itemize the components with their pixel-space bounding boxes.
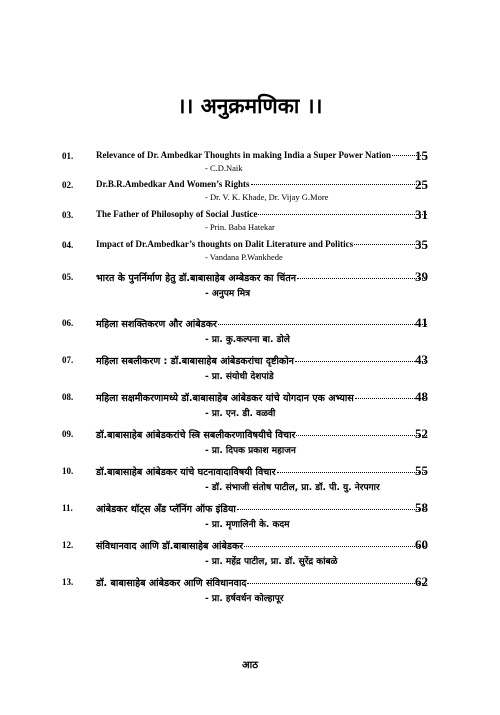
entry-author: - Prin. Baba Hatekar (205, 222, 275, 232)
entry-page: 55 (415, 463, 428, 478)
entry-author: - C.D.Naik (205, 163, 243, 173)
entry-number: 12. (62, 540, 74, 550)
page-title: ।। अनुक्रमणिका ।। (177, 94, 323, 118)
entry-number: 05. (62, 272, 74, 282)
entry-author: - प्रा. महेंद्र पाटील, प्रा. डॉ. सुरेंद्र कांबळे (205, 557, 338, 567)
leader-dots (244, 546, 427, 547)
entry-title: डॉ.बाबासाहेब आंबेडकर यांचे घटनावादाविषयी विचार (96, 467, 276, 478)
entry-title: डॉ.बाबासाहेब आंबेडकरांचे स्त्रि सबलीकरणाविषयीचे विचार (96, 430, 296, 441)
entry-page: 31 (415, 207, 428, 222)
entry-author: - Dr. V. K. Khade, Dr. Vijay G.More (205, 192, 329, 202)
leader-dots (247, 583, 427, 584)
entry-author: - प्रा. हर्षवर्धन कोल्हापूर (205, 594, 284, 604)
entry-page: 25 (415, 177, 428, 192)
entry-number: 03. (62, 210, 74, 220)
entry-number: 08. (62, 392, 74, 402)
entry-title: Dr.B.R.Ambedkar And Women’s Rights (96, 179, 250, 189)
entry-author: - डॉ. संभाजी संतोष पाटील, प्रा. डॉ. पी. यु. नेरपगार (205, 483, 380, 493)
leader-dots (296, 435, 427, 436)
leader-dots (295, 361, 427, 362)
entry-number: 09. (62, 429, 74, 439)
entry-author: - प्रा. एन. डी. वळवी (205, 409, 276, 419)
entry-title: Relevance of Dr. Ambedkar Thoughts in making India a Super Power Nation (96, 150, 392, 160)
entry-page: 39 (415, 269, 428, 284)
leader-dots (277, 472, 427, 473)
entry-page: 48 (415, 389, 428, 404)
entry-title: आंबेडकर थॉट्स अँड प्लॅनिंग ऑफ इंडिया (96, 504, 236, 515)
leader-dots (258, 214, 427, 215)
entry-author: - प्रा. दिपक प्रकाश महाजन (205, 446, 296, 456)
entry-title: महिला सक्षमीकरणामध्ये डॉ.बाबासाहेब आंबेडकर यांचे योगदान एक अभ्यास (96, 393, 354, 404)
entry-number: 07. (62, 355, 74, 365)
entry-title: Impact of Dr.Ambedkar’s thoughts on Dalit Literature and Politics (96, 239, 354, 249)
entry-number: 10. (62, 466, 74, 476)
entry-page: 62 (415, 574, 428, 589)
entry-page: 35 (415, 237, 428, 252)
entry-number: 11. (62, 503, 73, 513)
leader-dots (297, 278, 427, 279)
leader-dots (237, 509, 427, 510)
entry-number: 13. (62, 577, 74, 587)
entry-author: - प्रा. संयोधी देशपांडे (205, 372, 274, 382)
entry-title: डॉ. बाबासाहेब आंबेडकर आणि संविधानवाद (96, 578, 247, 589)
entry-title: संविधानवाद आणि डॉ.बाबासाहेब आंबेडकर (96, 541, 244, 552)
leader-dots (251, 184, 427, 185)
entry-number: 04. (62, 240, 74, 250)
entry-author: - Vandana P.Wankhede (205, 252, 283, 262)
entry-page: 15 (415, 148, 428, 163)
leader-dots (218, 324, 427, 325)
entry-number: 01. (62, 151, 74, 161)
entry-page: 41 (415, 315, 428, 330)
entry-page: 43 (415, 352, 428, 367)
entry-number: 06. (62, 318, 74, 328)
entry-title: महिला सबलीकरण : डॉ.बाबासाहेब आंबेडकरांचा दृष्टीकोन (96, 356, 294, 367)
entry-author: - अनुपम मित्र (205, 289, 251, 299)
entry-page: 60 (415, 537, 428, 552)
entry-title: महिला सशक्तिकरण और आंबेडकर (96, 319, 217, 330)
entry-title: भारत के पुनर्निर्माण हेतु डॉ.बाबासाहेब अम्बेडकर का चिंतन (96, 273, 297, 284)
entry-page: 52 (415, 426, 428, 441)
entry-title: The Father of Philosophy of Social Justice (96, 209, 258, 219)
page-footer-number: आठ (241, 660, 259, 671)
entry-number: 02. (62, 180, 74, 190)
entry-author: - प्रा. कु.कल्पना बा. डोले (205, 335, 290, 345)
entry-author: - प्रा. मृणालिनी के. कदम (205, 520, 290, 530)
entry-page: 58 (415, 500, 428, 515)
